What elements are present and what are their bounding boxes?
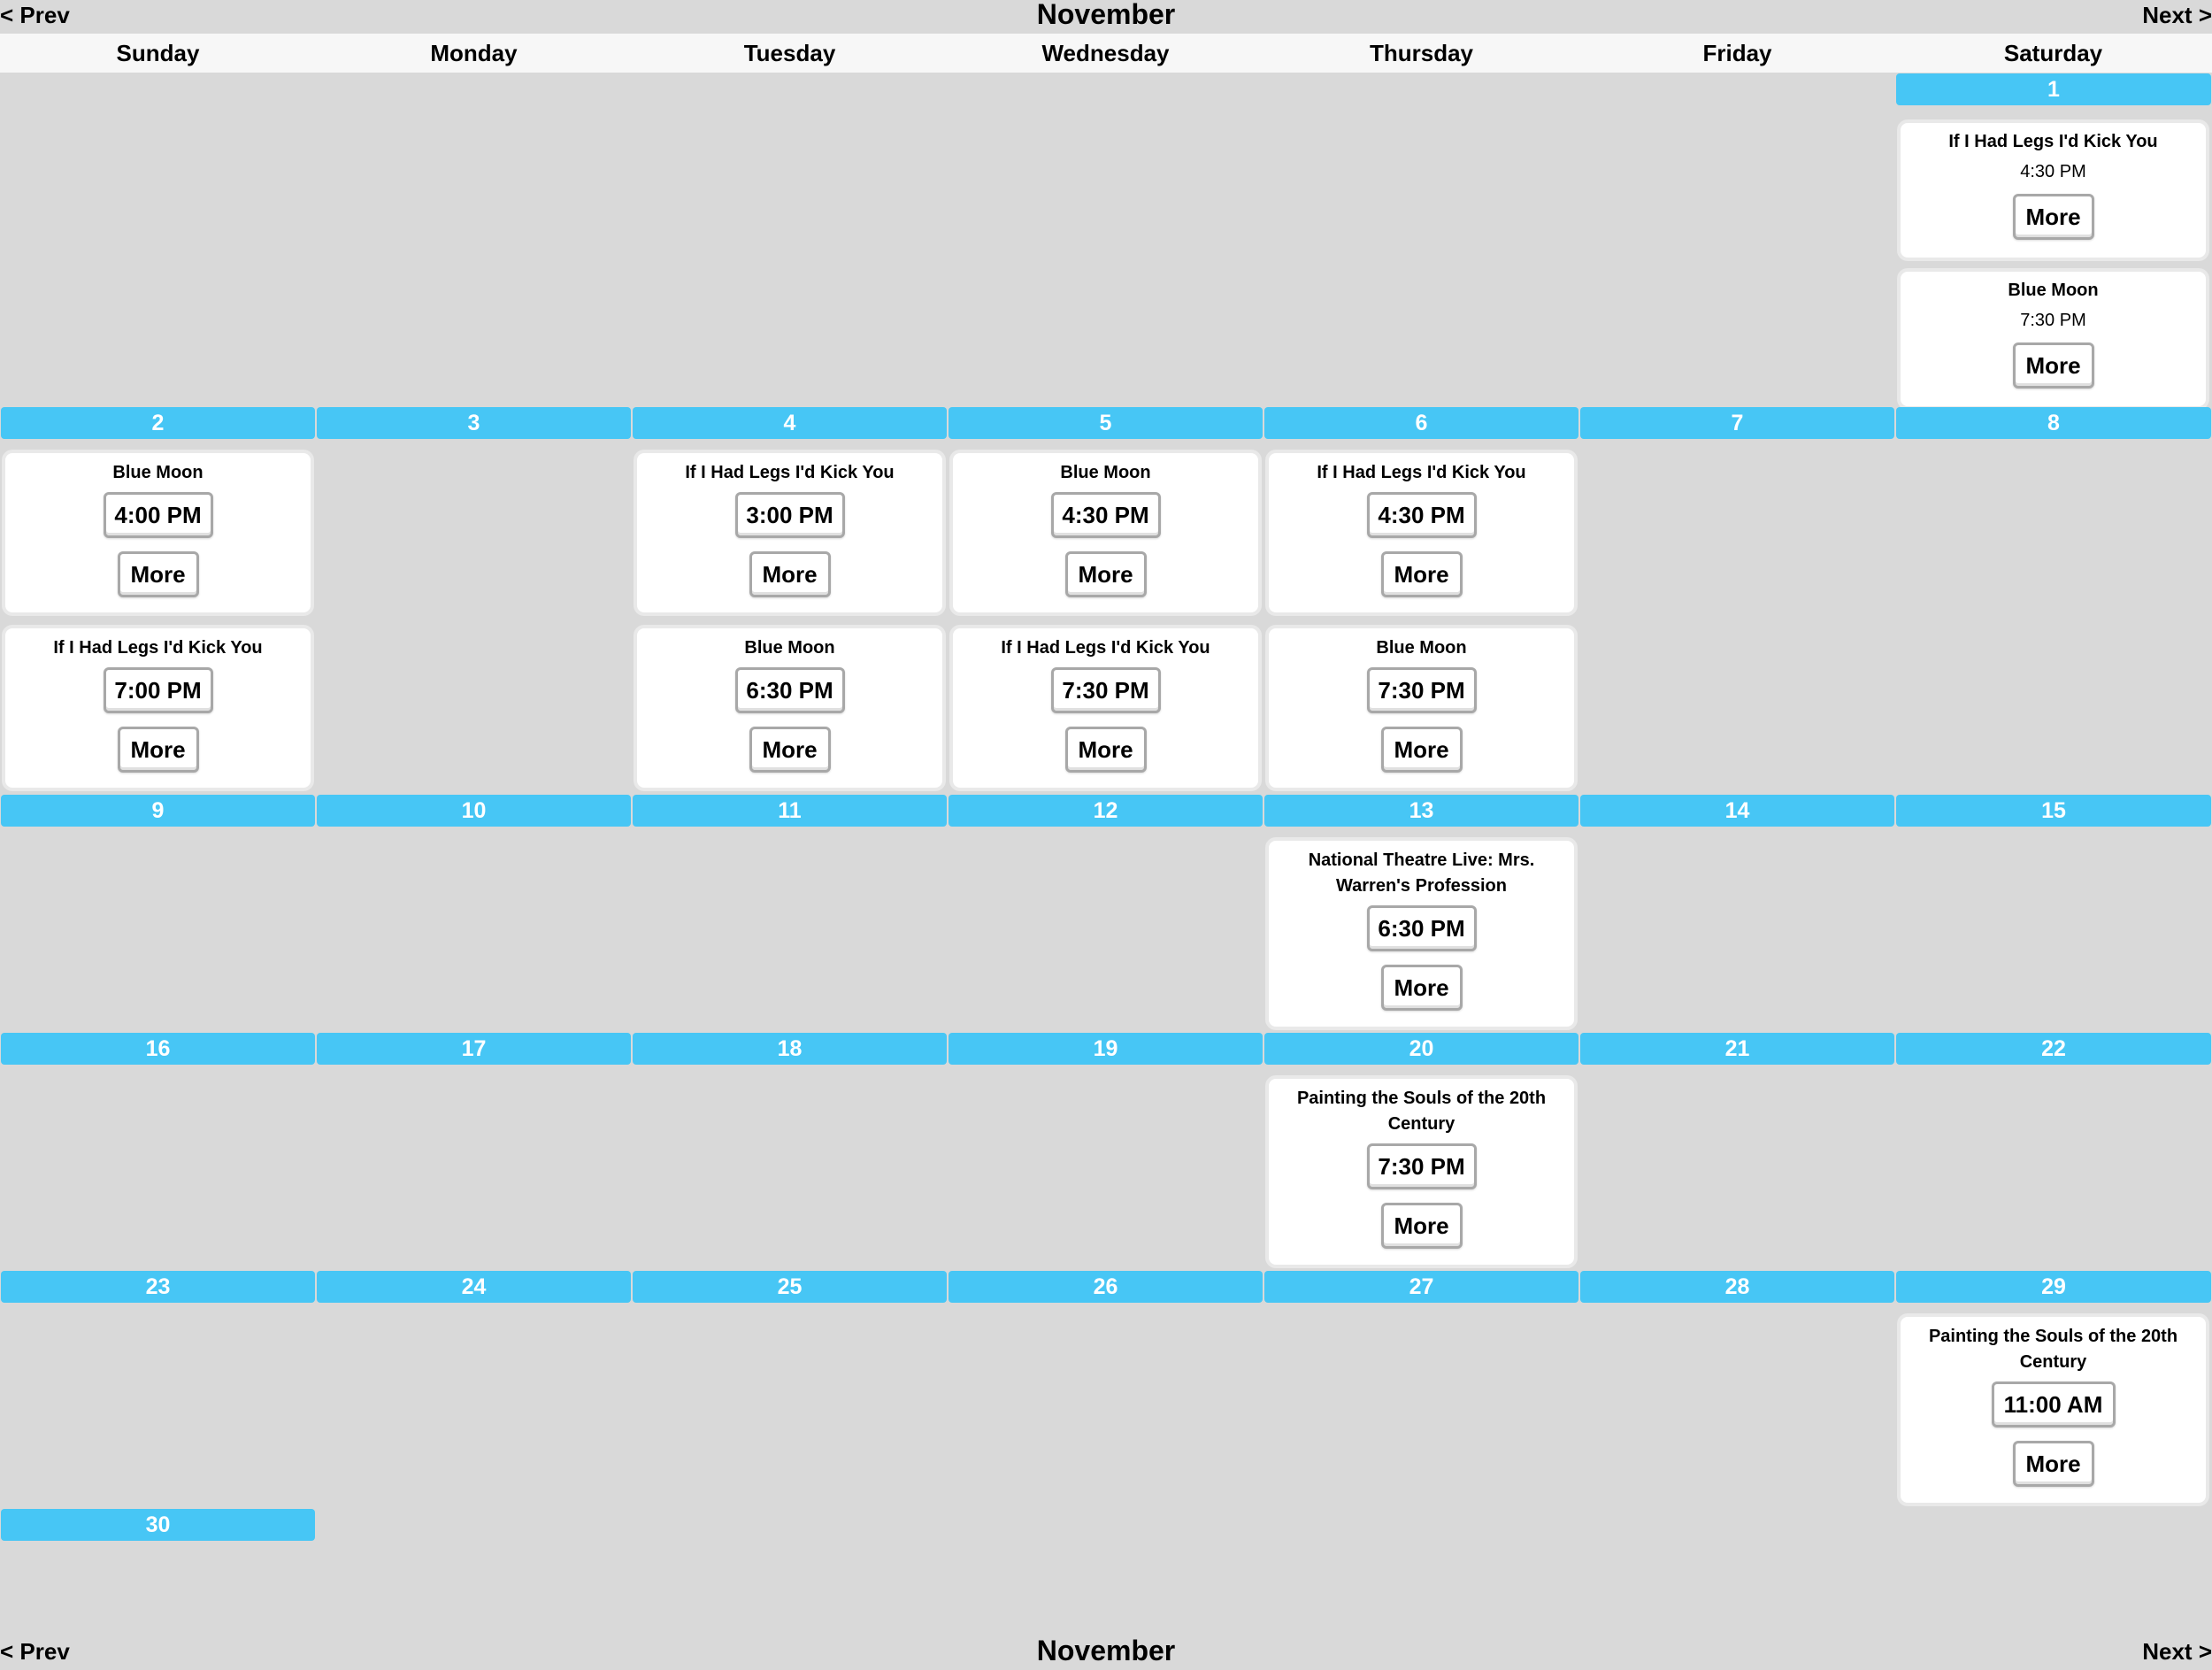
- weekday-friday: Friday: [1702, 40, 1772, 66]
- day-number: 26: [949, 1271, 1263, 1303]
- more-button[interactable]: More: [749, 727, 831, 773]
- event-title: If I Had Legs I'd Kick You: [53, 638, 263, 658]
- event-title: Painting the Souls of the 20th Century: [1928, 1327, 2178, 1372]
- day-number: 15: [1896, 795, 2211, 827]
- event-card: [2, 625, 314, 791]
- event-card: [634, 625, 946, 791]
- day-cell-6: [1263, 407, 1579, 791]
- day-number: 14: [1580, 795, 1894, 827]
- showtime-button[interactable]: 7:30 PM: [1367, 1143, 1477, 1189]
- day-number: 3: [317, 407, 631, 439]
- day-number: 28: [1580, 1271, 1894, 1303]
- day-cell-14: [1579, 795, 1895, 827]
- more-button[interactable]: More: [118, 727, 199, 773]
- day-number: 1: [1896, 73, 2211, 105]
- weekday-monday: Monday: [430, 40, 518, 66]
- event-card: [1897, 1313, 2209, 1506]
- day-number: 29: [1896, 1271, 2211, 1303]
- event-title: Blue Moon: [2008, 281, 2099, 300]
- month-nav-top: [0, 0, 2212, 34]
- event-title: If I Had Legs I'd Kick You: [685, 463, 895, 482]
- day-cell-23: [0, 1271, 316, 1303]
- day-number: 20: [1264, 1033, 1578, 1065]
- event-card: [1265, 837, 1578, 1030]
- event-card: [1265, 1075, 1578, 1268]
- weekday-sunday: Sunday: [116, 40, 200, 66]
- day-number: 7: [1580, 407, 1894, 439]
- event-card: [1265, 450, 1578, 616]
- weekday-header: [0, 34, 2212, 73]
- event-title: Painting the Souls of the 20th Century: [1296, 1089, 1547, 1134]
- showtime-button[interactable]: 11:00 AM: [1992, 1381, 2116, 1428]
- more-button[interactable]: More: [1065, 551, 1147, 597]
- more-button[interactable]: More: [1065, 727, 1147, 773]
- day-cell-27: [1263, 1271, 1579, 1303]
- day-number: 13: [1264, 795, 1578, 827]
- weekday-thursday: Thursday: [1369, 40, 1474, 66]
- day-cell-4: [632, 407, 948, 791]
- day-cell-7: [1579, 407, 1895, 439]
- showtime-button[interactable]: 3:00 PM: [735, 492, 845, 538]
- day-number: 22: [1896, 1033, 2211, 1065]
- day-cell-13: [1263, 795, 1579, 1030]
- day-number: 8: [1896, 407, 2211, 439]
- more-button[interactable]: More: [1381, 727, 1463, 773]
- showtime-button[interactable]: 4:30 PM: [1367, 492, 1477, 538]
- event-title: Blue Moon: [1060, 463, 1151, 482]
- month-nav-bottom: [0, 1636, 2212, 1670]
- day-number: 24: [317, 1271, 631, 1303]
- event-card: [1265, 625, 1578, 791]
- showtime-button[interactable]: 7:30 PM: [1367, 667, 1477, 713]
- weekday-wednesday: Wednesday: [1041, 40, 1170, 66]
- next-month-link[interactable]: Next >: [2142, 1638, 2212, 1665]
- more-button[interactable]: More: [1381, 551, 1463, 597]
- day-number: 19: [949, 1033, 1263, 1065]
- day-cell-5: [948, 407, 1263, 791]
- day-cell-8: [1895, 407, 2212, 439]
- day-number: 17: [317, 1033, 631, 1065]
- month-title: November: [1036, 0, 1176, 30]
- more-button[interactable]: More: [1381, 965, 1463, 1011]
- day-cell-11: [632, 795, 948, 827]
- day-number: 27: [1264, 1271, 1578, 1303]
- event-card: [634, 450, 946, 616]
- day-cell-10: [316, 795, 632, 827]
- event-title: Blue Moon: [1376, 638, 1467, 658]
- day-number: 2: [1, 407, 315, 439]
- event-title: Blue Moon: [744, 638, 835, 658]
- day-cell-22: [1895, 1033, 2212, 1065]
- day-number: 18: [633, 1033, 947, 1065]
- event-card: [1897, 119, 2209, 261]
- day-cell-30: [0, 1509, 316, 1541]
- showtime-button[interactable]: 4:30 PM: [1051, 492, 1161, 538]
- weekday-tuesday: Tuesday: [743, 40, 836, 66]
- day-cell-25: [632, 1271, 948, 1303]
- day-cell-15: [1895, 795, 2212, 827]
- showtime-button[interactable]: 6:30 PM: [1367, 905, 1477, 951]
- next-month-link[interactable]: Next >: [2142, 2, 2212, 28]
- day-number: 9: [1, 795, 315, 827]
- day-cell-17: [316, 1033, 632, 1065]
- prev-month-link[interactable]: < Prev: [0, 1638, 70, 1665]
- day-cell-18: [632, 1033, 948, 1065]
- prev-month-link[interactable]: < Prev: [0, 2, 70, 28]
- day-cell-24: [316, 1271, 632, 1303]
- day-number: 10: [317, 795, 631, 827]
- showtime-button[interactable]: 7:30 PM: [1051, 667, 1161, 713]
- event-card: [949, 625, 1262, 791]
- event-card: [949, 450, 1262, 616]
- more-button[interactable]: More: [749, 551, 831, 597]
- day-cell-9: [0, 795, 316, 827]
- day-cell-26: [948, 1271, 1263, 1303]
- more-button[interactable]: More: [2013, 1441, 2094, 1487]
- event-time: 7:30 PM: [2020, 311, 2086, 330]
- event-time: 4:30 PM: [2020, 162, 2086, 181]
- month-title: November: [1036, 1635, 1176, 1666]
- weekday-saturday: Saturday: [2003, 40, 2103, 66]
- day-cell-3: [316, 407, 632, 439]
- day-number: 21: [1580, 1033, 1894, 1065]
- showtime-button[interactable]: 7:00 PM: [104, 667, 213, 713]
- event-card: [1897, 268, 2209, 410]
- day-cell-12: [948, 795, 1263, 827]
- more-button[interactable]: More: [1381, 1203, 1463, 1249]
- day-cell-16: [0, 1033, 316, 1065]
- more-button[interactable]: More: [118, 551, 199, 597]
- showtime-button[interactable]: 4:00 PM: [104, 492, 213, 538]
- more-button[interactable]: More: [2013, 342, 2094, 389]
- day-cell-20: [1263, 1033, 1579, 1268]
- event-title: If I Had Legs I'd Kick You: [1001, 638, 1210, 658]
- day-number: 30: [1, 1509, 315, 1541]
- day-cell-19: [948, 1033, 1263, 1065]
- day-number: 23: [1, 1271, 315, 1303]
- day-cell-29: [1895, 1271, 2212, 1506]
- day-number: 5: [949, 407, 1263, 439]
- day-cell-1: [1895, 73, 2212, 410]
- day-cell-2: [0, 407, 316, 791]
- day-number: 11: [633, 795, 947, 827]
- day-number: 4: [633, 407, 947, 439]
- event-title: If I Had Legs I'd Kick You: [1948, 132, 2158, 151]
- event-title: National Theatre Live: Mrs. Warren's Profession: [1308, 850, 1535, 896]
- day-cell-28: [1579, 1271, 1895, 1303]
- more-button[interactable]: More: [2013, 194, 2094, 240]
- day-cell-21: [1579, 1033, 1895, 1065]
- event-title: Blue Moon: [112, 463, 204, 482]
- event-title: If I Had Legs I'd Kick You: [1317, 463, 1526, 482]
- showtime-button[interactable]: 6:30 PM: [735, 667, 845, 713]
- day-number: 16: [1, 1033, 315, 1065]
- event-card: [2, 450, 314, 616]
- day-number: 12: [949, 795, 1263, 827]
- day-number: 25: [633, 1271, 947, 1303]
- day-number: 6: [1264, 407, 1578, 439]
